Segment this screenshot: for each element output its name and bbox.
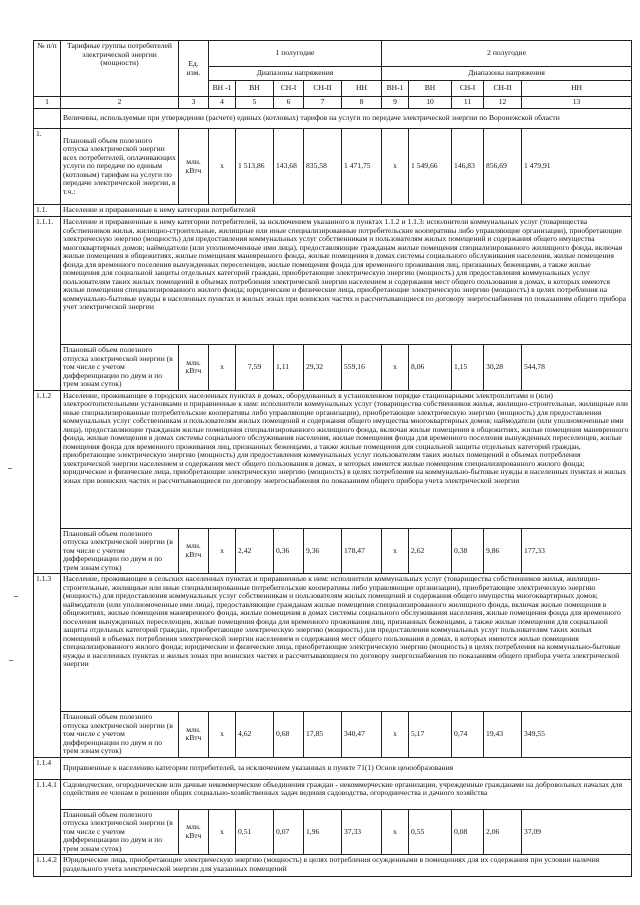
- value-cell: 5,17: [409, 712, 452, 758]
- level-cell: ВН -1: [209, 81, 236, 97]
- value-cell: 17,85: [304, 712, 342, 758]
- value-cell: 2,42: [236, 528, 274, 574]
- value-cell: 544,78: [522, 345, 632, 391]
- value-cell: 835,58: [304, 129, 342, 205]
- row-label: Население и приравненные к нему категории потребителей: [61, 205, 632, 217]
- value-cell: х: [382, 809, 409, 855]
- value-cell: 2,06: [484, 809, 522, 855]
- value-cell: х: [209, 345, 236, 391]
- value-cell: 340,47: [342, 712, 382, 758]
- col-unit-header: Ед. изм.: [179, 41, 209, 97]
- row-description: Население, проживающее в городских населенных пунктах в домах, оборудованных в установленном порядке стационарными электроплитами и (или) электроотопительными установками и приравненные к ним: исполнители коммунальных услуг (товарищества собственников жилья, жилищно-строительные, жилищные или иные специализированные потребительские кооперативы либо управляющие организации), приобретающие электрическую энергию (мощность) для предоставления коммунальных услуг собственникам и пользователям жилых помещений и содержания общего имущества многоквартирных домов; наймодатели (или уполномоченные ими лица), предоставляющие гражданам жилые помещения специализированного жилищного фонда, включая жилые помещения в общежитиях, жилые помещения маневренного фонда, жилые помещения в домах системы социального обслуживания населения, жилые помещения фонда для временного поселения вынужденных переселенцев, жилые помещения фонда для временного проживания лиц, признанных беженцами, а также жилые помещения для социальной защиты отдельных категорий граждан, приобретающие электрическую энергию (мощность) для предоставления коммунальных услуг пользователям таких жилых помещений в объемах потребления электрической энергии населением и содержания мест общего пользования в домах, в которых имеются жилые помещения специализированного жилого фонда; юридические и физические лица, приобретающие электрическую энергию (мощность) в целях потребления на коммунально-бытовые нужды в населенных пунктах и жилых зонах при воинских частях и рассчитывающиеся по договору энергоснабжения по показаниям общего прибора учета электрической энергии: [61, 390, 632, 528]
- row-description: Садоводческие, огороднические или дачные некоммерческие объединения граждан - некоммерческие организации, учрежденные гражданами на добровольных началах для содействия ее членам в решении общих социально-хозяйственных задач ведения садоводства, огородничества и дачного хозяйства: [61, 779, 632, 809]
- value-cell: 7,59: [236, 345, 274, 391]
- row-1-1-4-1-text: [34, 779, 632, 809]
- half1-header: 1 полугодие: [209, 41, 382, 67]
- value-cell: 177,33: [522, 528, 632, 574]
- column-number: 13: [522, 97, 632, 109]
- value-cell: 146,83: [452, 129, 484, 205]
- row-number: 1.1.1.: [34, 217, 61, 391]
- row-1-1-1-values: [34, 345, 632, 391]
- ranges2-header: Диапазоны напряжения: [382, 67, 632, 81]
- column-number: 10: [409, 97, 452, 109]
- unit-cell: млн. кВтч: [179, 129, 209, 205]
- column-number: 3: [179, 97, 209, 109]
- value-cell: 1,96: [304, 809, 342, 855]
- value-cell: 559,16: [342, 345, 382, 391]
- value-cell: 0,38: [452, 528, 484, 574]
- column-number-row: [34, 97, 632, 109]
- value-cell: х: [209, 809, 236, 855]
- row-1-1-2-values: [34, 528, 632, 574]
- row-1-1-3-values: [34, 712, 632, 758]
- tariff-table: [33, 40, 632, 877]
- value-cell: 1,11: [274, 345, 304, 391]
- half2-header: 2 полугодие: [382, 41, 632, 67]
- value-cell: 1,15: [452, 345, 484, 391]
- ranges1-header: Диапазоны напряжения: [209, 67, 382, 81]
- row-1: [34, 129, 632, 205]
- row-label: Плановый объем полезного отпуска электрической энергии (в том числе с учетом дифференциации по двум и по трем зонам суток): [61, 528, 179, 574]
- section-title: Величины, используемые при утверждении (расчете) единых (котловых) тарифов на услуги по передаче электрической энергии по Воронежской области: [61, 109, 632, 129]
- row-number: 1.: [34, 129, 61, 205]
- column-number: 2: [61, 97, 179, 109]
- value-cell: 2,62: [409, 528, 452, 574]
- column-number: 12: [484, 97, 522, 109]
- value-cell: 143,68: [274, 129, 304, 205]
- unit-cell: млн. кВтч: [179, 809, 209, 855]
- value-cell: 178,47: [342, 528, 382, 574]
- row-1-1-4-2: [34, 855, 632, 877]
- row-number: 1.1.4: [34, 757, 61, 779]
- scan-mark: [9, 660, 13, 661]
- column-number: 11: [452, 97, 484, 109]
- value-cell: 29,32: [304, 345, 342, 391]
- value-cell: 1 471,75: [342, 129, 382, 205]
- row-1-1-2-text: [34, 390, 632, 528]
- value-cell: 349,55: [522, 712, 632, 758]
- level-cell: НН: [342, 81, 382, 97]
- level-cell: СН-II: [484, 81, 522, 97]
- row-label: Приравненные к населению категории потребителей, за исключением указанных в пункте 71(1) Основ ценообразования: [61, 757, 632, 779]
- header-row-1: [34, 41, 632, 67]
- row-number: 1.1.2: [34, 390, 61, 574]
- value-cell: х: [382, 129, 409, 205]
- row-1-1-4: [34, 757, 632, 779]
- value-cell: 37,33: [342, 809, 382, 855]
- level-cell: СН-II: [304, 81, 342, 97]
- value-cell: 1 513,86: [236, 129, 274, 205]
- column-number: 6: [274, 97, 304, 109]
- level-cell: СН-I: [452, 81, 484, 97]
- row-label: Плановый объем полезного отпуска электрической энергии (в том числе с учетом дифференциации по двум и по трем зонам суток): [61, 712, 179, 758]
- row-number: 1.1.4.2: [34, 855, 61, 877]
- value-cell: 1 549,66: [409, 129, 452, 205]
- row-description: Население и приравненные к нему категории потребителей, за исключением указанного в пунктах 1.1.2 и 1.1.3: исполнители коммунальных услуг (товарищества собственников жилья, жилищно-строительные, жилищные или иные специализированные потребительские кооперативы либо управляющие организации), приобретающие электрическую энергию (мощность) для предоставления коммунальных услуг собственникам и пользователям жилых помещений и содержания общего имущества многоквартирных домов; наймодатели (или уполномоченные ими лица), предоставляющие гражданам жилые помещения специализированного жилищного фонда, включая жилые помещения в общежитиях, жилые помещения маневренного фонда, жилые помещения в домах системы социального обслуживания населения, жилые помещения фонда для временного поселения вынужденных переселенцев, жилые помещения фонда для временного проживания лиц, признанных беженцами, а также жилые помещения для социальной защиты отдельных категорий граждан, приобретающие электрическую энергию (мощность) для предоставления коммунальных услуг пользователям таких жилых помещений в объемах потребления электрической энергии населением и содержания мест общего пользования в домах, в которых имеются жилые помещения специализированного жилого фонда; юридические и физические лица, приобретающие электрическую энергию (мощность) в целях потребления на коммунально-бытовые нужды в населенных пунктах и жилых зонах при воинских частях и рассчитывающиеся по договору энергоснабжения по показаниям общего прибора учет электрической энергии: [61, 217, 632, 345]
- value-cell: 30,28: [484, 345, 522, 391]
- unit-cell: млн. кВтч: [179, 528, 209, 574]
- row-1-1-3-text: [34, 574, 632, 712]
- col-no-header: № п/п: [34, 41, 61, 97]
- value-cell: 856,69: [484, 129, 522, 205]
- column-number: 7: [304, 97, 342, 109]
- row-1-1-1-text: [34, 217, 632, 345]
- value-cell: 0,08: [452, 809, 484, 855]
- value-cell: 1 479,91: [522, 129, 632, 205]
- level-cell: ВН-1: [382, 81, 409, 97]
- value-cell: х: [382, 712, 409, 758]
- scan-mark: [8, 468, 12, 469]
- value-cell: 9,36: [304, 528, 342, 574]
- value-cell: х: [209, 528, 236, 574]
- column-number: 1: [34, 97, 61, 109]
- value-cell: 0,36: [274, 528, 304, 574]
- value-cell: 37,09: [522, 809, 632, 855]
- level-cell: НН: [522, 81, 632, 97]
- value-cell: 19,43: [484, 712, 522, 758]
- row-1-1-4-1-values: [34, 809, 632, 855]
- row-label: Плановый объем полезного отпуска электрической энергии (в том числе с учетом дифференциации по двум и по трем зонам суток): [61, 809, 179, 855]
- column-number: 8: [342, 97, 382, 109]
- col-group-header: Тарифные группы потребителей электрической энергии (мощности): [61, 41, 179, 97]
- value-cell: 4,62: [236, 712, 274, 758]
- value-cell: 0,51: [236, 809, 274, 855]
- value-cell: 0,07: [274, 809, 304, 855]
- row-label: Плановый объем полезного отпуска электрической энергии (в том числе с учетом дифференциации по двум и по трем зонам суток): [61, 345, 179, 391]
- column-number: 4: [209, 97, 236, 109]
- value-cell: х: [209, 712, 236, 758]
- column-number: 5: [236, 97, 274, 109]
- scan-mark: [14, 596, 18, 597]
- row-number: 1.1.3: [34, 574, 61, 758]
- section-title-row: [34, 109, 632, 129]
- row-1-1: [34, 205, 632, 217]
- value-cell: х: [382, 345, 409, 391]
- value-cell: 8,06: [409, 345, 452, 391]
- value-cell: 0,55: [409, 809, 452, 855]
- value-cell: х: [209, 129, 236, 205]
- level-cell: СН-I: [274, 81, 304, 97]
- row-description: Юридические лица, приобретающие электрическую энергию (мощность) в целях потребления осужденными в помещениях для их содержания при условии наличия раздельного учета электрической энергии для указанных помещений: [61, 855, 632, 877]
- column-number: 9: [382, 97, 409, 109]
- value-cell: 0,68: [274, 712, 304, 758]
- row-number: 1.1.4.1: [34, 779, 61, 855]
- row-number: 1.1.: [34, 205, 61, 217]
- row-label: Плановый объем полезного отпуска электрической энергии всех потребителей, оплачивающих услуги по передаче по единым (котловым) тарифам на услуги по передаче электрической энергии, в т.ч.:: [61, 129, 179, 205]
- row-description: Население, проживающее в сельских населенных пунктах и приравненные к ним: исполнители коммунальных услуг (товарищества собственников жилья, жилищно-строительные, жилищные или иные специализированные потребительские кооперативы либо управляющие организации), приобретающие электрическую энергию (мощность) для предоставления коммунальных услуг собственникам и пользователям жилых помещений и содержания общего имущества многоквартирных домов; наймодатели (или уполномоченные ими лица), предоставляющие гражданам жилые помещения специализированного жилищного фонда, включая жилые помещения в общежитиях, жилые помещения маневренного фонда, жилые помещения в домах системы социального обслуживания населения, жилые помещения фонда для временного поселения вынужденных переселенцев, жилые помещения фонда для временного проживания лиц, признанных беженцами, а также жилые помещения для социальной защиты отдельных категорий граждан, приобретающие электрическую энергию (мощность) для предоставления коммунальных услуг пользователям таких жилых помещений в объемах потребления электрической энергии населением и содержания мест общего пользования в домах, в которых имеются жилые помещения специализированного жилого фонда; юридические и физические лица, приобретающие электрическую энергию (мощность) в целях потребления на коммунально-бытовые нужды в населенных пунктах и жилых зонах при воинских частях и рассчитывающиеся по договору энергоснабжения по показаниям общего прибора учета электрической энергии: [61, 574, 632, 712]
- level-cell: ВН: [236, 81, 274, 97]
- value-cell: х: [382, 528, 409, 574]
- value-cell: 9,86: [484, 528, 522, 574]
- value-cell: 0,74: [452, 712, 484, 758]
- unit-cell: млн. кВтч: [179, 712, 209, 758]
- level-cell: ВН: [409, 81, 452, 97]
- unit-cell: млн. кВтч: [179, 345, 209, 391]
